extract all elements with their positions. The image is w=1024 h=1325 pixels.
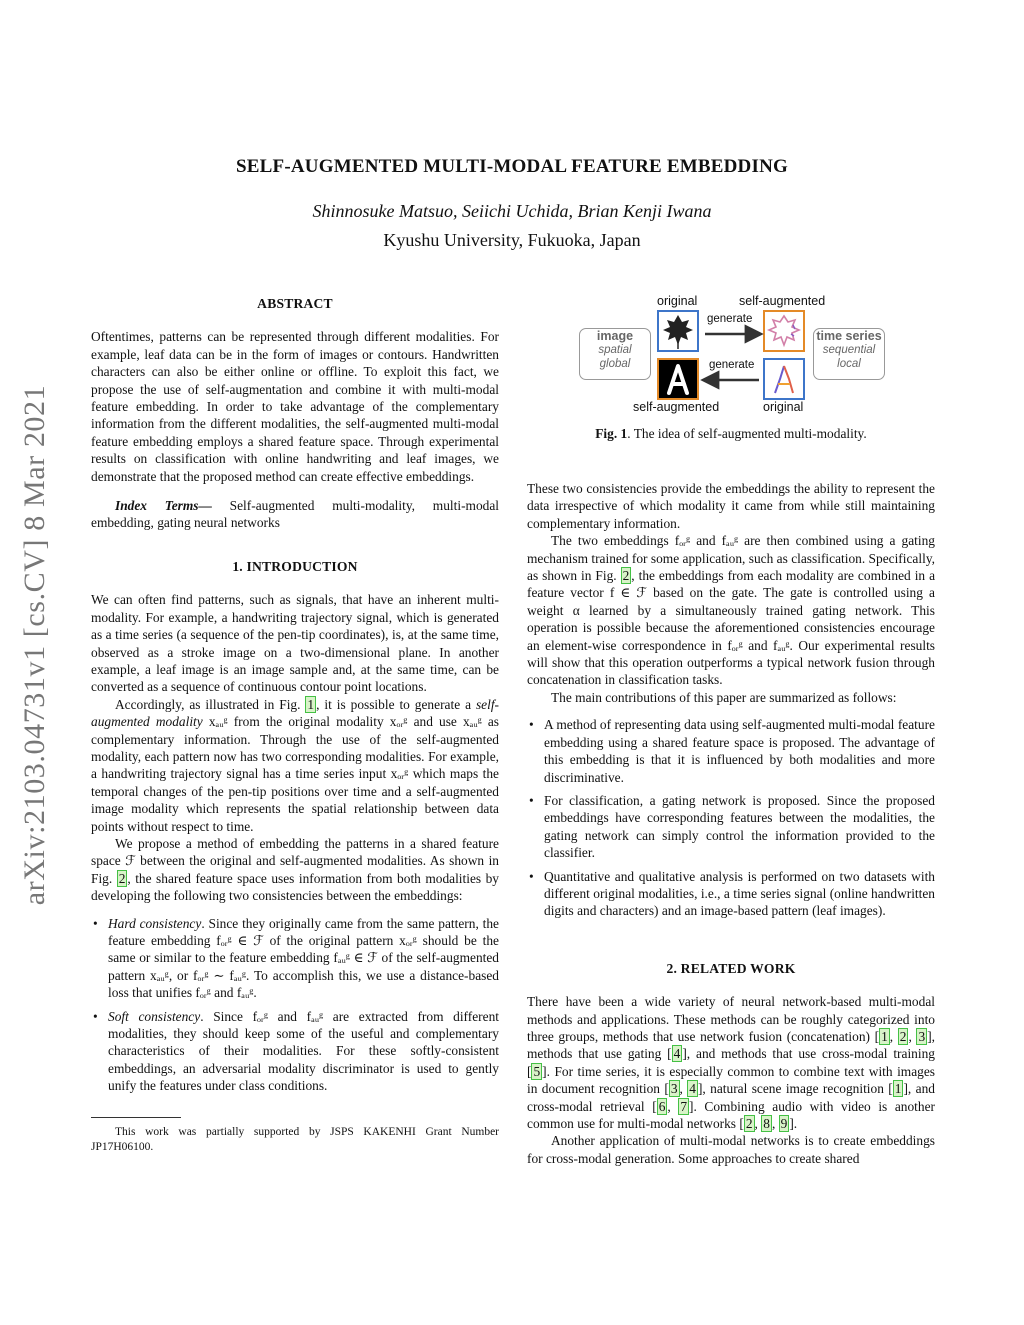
rw-text: There have been a wide variety of neural network-based multi-modal methods and applications. These methods can be roughly categorized into three groups, methods that use network fusion (concatenation) [ <box>527 994 935 1044</box>
paper-authors: Shinnosuke Matsuo, Seiichi Uchida, Brian Kenji Iwana <box>312 201 712 221</box>
left-column <box>91 295 499 1155</box>
rw-text: ], methods that use gating [ <box>527 1028 935 1062</box>
intro-paragraph-3 <box>91 835 499 905</box>
rw-text: ]. Combining audio with video is another common use for multi-modal networks [ <box>527 1098 935 1131</box>
caption-label: Fig. 1 <box>595 426 628 441</box>
citation-link[interactable]: 7 <box>680 1098 688 1114</box>
related-work-heading: 2. RELATED WORK <box>666 960 796 976</box>
right-paragraph-1: These two consistencies provide the embeddings the ability to represent the data irrespective of which modality it came from while still maintaining complementary information. <box>527 481 935 531</box>
image-box-line-2: global <box>599 358 631 370</box>
ts-box-line-2: local <box>837 358 861 370</box>
funding-footnote: This work was partially supported by JSPS KAKENHI Grant Number JP17H06100. <box>91 1125 499 1153</box>
citation-link[interactable]: 3 <box>918 1028 926 1044</box>
image-box-line-1: spatial <box>598 344 632 356</box>
label-generate-top: generate <box>707 313 753 325</box>
index-terms <box>91 497 499 532</box>
figure-1 <box>575 290 907 420</box>
footnote-divider <box>91 1117 181 1118</box>
image-box-title: image <box>596 329 634 343</box>
intro-p3-text-a: We propose a method of embedding the patterns in a shared feature space ℱ between the original and self-augmented modalities. As shown in Fig. <box>91 835 499 886</box>
citation-link[interactable]: 3 <box>670 1081 678 1097</box>
abstract-heading: ABSTRACT <box>257 296 333 311</box>
citation-link[interactable]: 1 <box>894 1081 902 1097</box>
figure-1-link[interactable]: 1 <box>307 696 315 712</box>
list-item: • For classification, a gating network is proposed. Since the proposed embeddings have corresponding features between the modalities, the gating network can simply control the information provided to the classifier. <box>527 792 935 862</box>
generate-arrows <box>575 290 907 420</box>
list-item: • A method of representing data using self-augmented multi-modal feature embedding using a shared feature space is proposed. The advantage of this embedding is that it is influenced by both modalities and more discriminative. <box>527 716 935 786</box>
right-p2-text-a: The two embeddings fₒᵣᵍ and fₐᵤᵍ are then combined using a gating mechanism trained for some application, such as classification. Specifically, as shown in Fig. <box>527 533 935 584</box>
abstract-text: Oftentimes, patterns can be represented through different modalities. For example, leaf data can be in the form of images or contours. Handwritten characters can also be either online or offline. To exploit this fact, we propose the use of self-augmentation and combine it with multi-modal feature embedding. In order to take advantage of the complementary information from the different modalities, the self-augmented multi-modal feature embedding employs a shared feature space. Through experimental results on classification with online handwriting and leaf images, we demonstrate that the proposed method can create effective embeddings. <box>91 329 499 484</box>
bullet-text: . Since they originally came from the same pattern, the feature embedding fₒᵣᵍ ∈ ℱ of the original pattern xₒᵣᵍ should be the same or similar to the feature embedding fₐᵤᵍ ∈ ℱ of the self-augmented pattern xₐᵤᵍ, or fₒᵣᵍ ∼ fₐᵤᵍ. To accomplish this, we use a distance-based loss that unifies fₒᵣᵍ and fₐᵤᵍ. <box>108 915 499 1001</box>
label-self-augmented-bottom: self-augmented <box>633 400 720 414</box>
bullet-term: Soft consistency <box>108 1008 201 1024</box>
introduction-heading: 1. INTRODUCTION <box>232 558 358 574</box>
right-paragraph-3: The main contributions of this paper are summarized as follows: <box>551 689 897 705</box>
arxiv-identifier <box>8 345 62 945</box>
right-p2-text-b: , the embeddings from each modality are combined in a feature vector f ∈ ℱ based on the gate. The gate is controlled using a weight α learned by a simultaneously trained gating network. This operation is possible because the aforementioned consistencies encourage an element-wise correspondence in fₒᵣᵍ and fₐᵤᵍ. Our experimental results will show that this operation outperforms a typical network fusion through concatenation in classification tasks. <box>527 568 936 688</box>
citation-link[interactable]: 8 <box>763 1116 770 1131</box>
bullet-text: . Since fₒᵣᵍ and fₐᵤᵍ are extracted from different modalities, they should keep some of the useful and complementary characteristics of their modalities. For these softly-consistent embeddings, an adversarial modality discriminator is used to gently unify the features under class conditions. <box>108 1008 499 1094</box>
rw-text: ], natural scene image recognition [ <box>697 1081 893 1097</box>
list-item <box>91 915 499 1002</box>
intro-p2-text-a: Accordingly, as illustrated in Fig. <box>115 696 306 712</box>
paper-title: SELF-AUGMENTED MULTI-MODAL FEATURE EMBEDDING <box>236 156 788 177</box>
index-terms-text: Self-augmented multi-modality, multi-modal embedding, gating neural networks <box>91 498 499 531</box>
related-work-paragraph-1: There have been a wide variety of neural network-based multi-modal methods and applications. These methods can be roughly categorized into three groups, methods that use network fusion (concatenation) [ 1 , 2 , 3 ], methods that use gating [ 4 ], and methods that use cross-modal training [ 5 ]. For time series, it is especially common to combine text with images in document recognition [ 3 , 4 ], natural scene image recognition [ 1 ], and cross-modal retrieval [ 6 , 7 ]. Combining audio with video is another common use for multi-modal networks [ 2 , 8 , 9 ]. <box>527 994 935 1131</box>
intro-paragraph-2 <box>91 696 499 835</box>
citation-link[interactable]: 6 <box>658 1098 666 1114</box>
ts-box-line-1: sequential <box>822 344 876 356</box>
figure-2-link[interactable]: 2 <box>622 568 630 584</box>
list-item: • Quantitative and qualitative analysis is performed on two datasets with different original modalities, i.e., a time series signal (online handwritten digits and characters) and an image-based pattern (leaf images). <box>527 868 935 920</box>
rw-text: ]. For time series, it is especially common to combine text with images in document recognition [ <box>527 1063 935 1097</box>
intro-p3-text-b: , the shared feature space uses information from both modalities by developing the following two consistencies between the embeddings: <box>91 870 499 904</box>
citation-link[interactable]: 1 <box>881 1028 888 1044</box>
citation-link[interactable]: 4 <box>689 1081 696 1097</box>
citation-link[interactable]: 2 <box>745 1116 753 1131</box>
citation-link[interactable]: 2 <box>899 1028 907 1044</box>
contributions-list <box>527 716 935 919</box>
intro-p2-text-b: , it is possible to generate a <box>316 696 476 712</box>
intro-p2-text-c: xₐᵤᵍ from the original modality xₒᵣᵍ and use xₐᵤᵍ as complementary information. Through the use of the self-augmented modality, each pattern now has two corresponding modalities. For example, a handwriting trajectory signal has a time series input xₒᵣᵍ which maps the temporal changes of the pen-tip positions over time and a self-augmented image modality which represents the spatial relationship between data points without respect to time. <box>91 714 500 834</box>
related-work-paragraph-2: Another application of multi-modal networks is to create embeddings for cross-modal generation. Some approaches to create shared <box>527 1133 935 1166</box>
rw-text: ], and methods that use cross-modal training [ <box>527 1046 935 1079</box>
arxiv-identifier-text: arXiv:2103.04731v1 [cs.CV] 8 Mar 2021 <box>18 384 51 906</box>
label-original-bottom: original <box>763 400 804 414</box>
intro-paragraph-1: We can often find patterns, such as signals, that have an inherent multi-modality. For example, a handwriting trajectory signal, which is generated as a time series (a sequence of the pen-tip coordinates), is, at the same time, observed as a stroke image on a two-dimensional plane. In another example, a leaf image is an image sample and, at the same time, can be converted as a sequence of continuous contour point locations. <box>91 592 499 695</box>
caption-text: . The idea of self-augmented multi-modality. <box>627 426 867 441</box>
index-terms-label: Index Terms— <box>115 498 212 514</box>
ts-box-title: time series <box>816 329 882 343</box>
citation-link[interactable]: 4 <box>673 1046 681 1062</box>
list-item <box>91 1008 499 1095</box>
right-paragraph-2 <box>527 532 935 689</box>
citation-link[interactable]: 5 <box>533 1063 541 1079</box>
citation-link[interactable]: 9 <box>780 1116 788 1131</box>
consistency-list <box>91 915 499 1095</box>
rw-text: ], and cross-modal retrieval [ <box>527 1081 935 1114</box>
label-original-top: original <box>657 294 698 308</box>
bullet-term: Hard consistency <box>108 915 202 931</box>
paper-affiliation: Kyushu University, Fukuoka, Japan <box>383 230 641 250</box>
figure-1-caption <box>527 426 935 442</box>
rw-text: ]. <box>789 1116 798 1131</box>
intro-p2-term: self-augmented modality <box>91 696 500 730</box>
label-self-augmented-top: self-augmented <box>739 294 826 308</box>
label-generate-bottom: generate <box>709 359 755 371</box>
right-column <box>527 480 935 1167</box>
figure-2-link[interactable]: 2 <box>118 870 126 886</box>
